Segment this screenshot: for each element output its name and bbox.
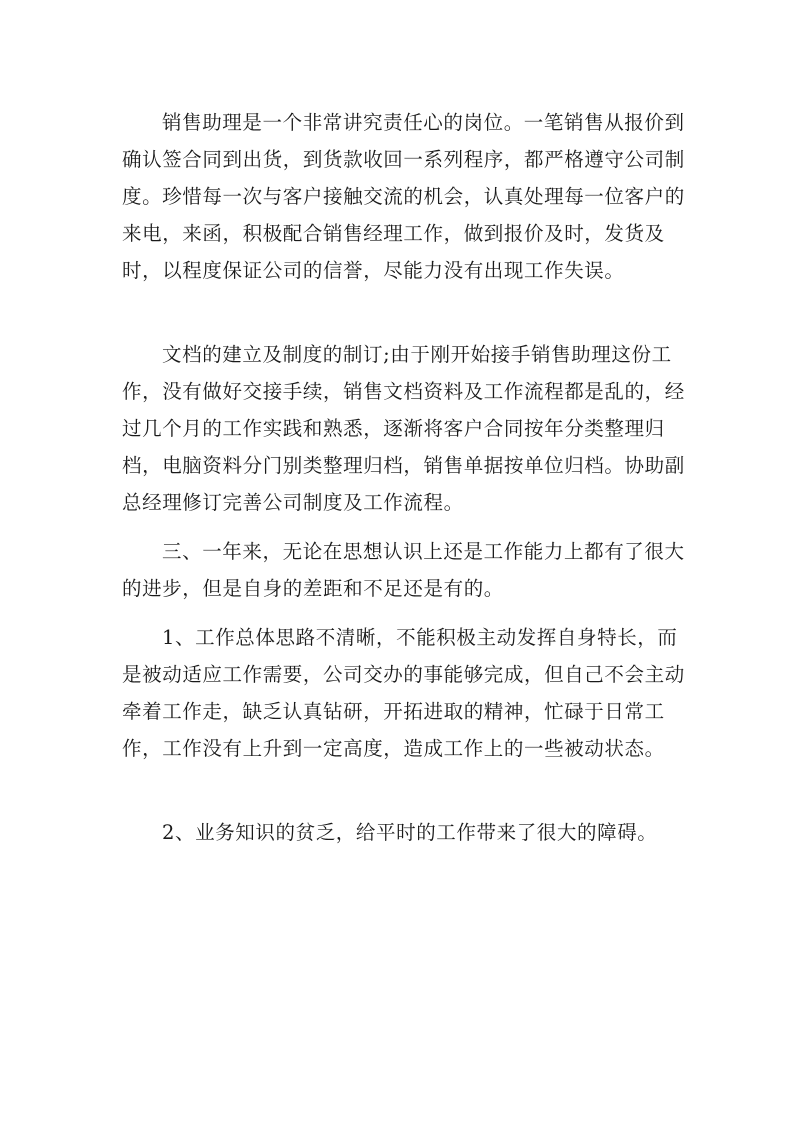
paragraph-section-three-heading: 三、一年来，无论在思想认识上还是工作能力上都有了很大的进步，但是自身的差距和不足还是有的。 — [122, 540, 685, 600]
paragraph-document-management: 文档的建立及制度的制订;由于刚开始接手销售助理这份工作，没有做好交接手续，销售文档资料及工作流程都是乱的，经过几个月的工作实践和熟悉，逐渐将客户合同按年分类整理归档，电脑资料分门别类整理归档，销售单据按单位归档。协助副总经理修订完善公司制度及工作流程。 — [122, 343, 685, 514]
paragraph-shortcoming-2: 2、业务知识的贫乏，给平时的工作带来了很大的障碍。 — [162, 821, 658, 844]
paragraph-shortcoming-1: 1、工作总体思路不清晰，不能积极主动发挥自身特长，而是被动适应工作需要，公司交办的事能够完成，但自己不会主动牵着工作走，缺乏认真钻研，开拓进取的精神，忙碌于日常工作，工作没有上升到一定高度，造成工作上的一些被动状态。 — [122, 626, 685, 760]
paragraph-spacer — [122, 521, 688, 533]
paragraph-sales-assistant-duties: 销售助理是一个非常讲究责任心的岗位。一笔销售从报价到确认签合同到出货，到货款收回一系列程序，都严格遵守公司制度。珍惜每一次与客户接触交流的机会，认真处理每一位客户的来电，来函，积极配合销售经理工作，做到报价及时，发货及时，以程度保证公司的信誉，尽能力没有出现工作失误。 — [122, 111, 685, 282]
paragraph-spacer — [122, 289, 688, 336]
document-page — [122, 104, 688, 851]
paragraph-spacer — [122, 767, 688, 814]
paragraph-spacer — [122, 607, 688, 619]
